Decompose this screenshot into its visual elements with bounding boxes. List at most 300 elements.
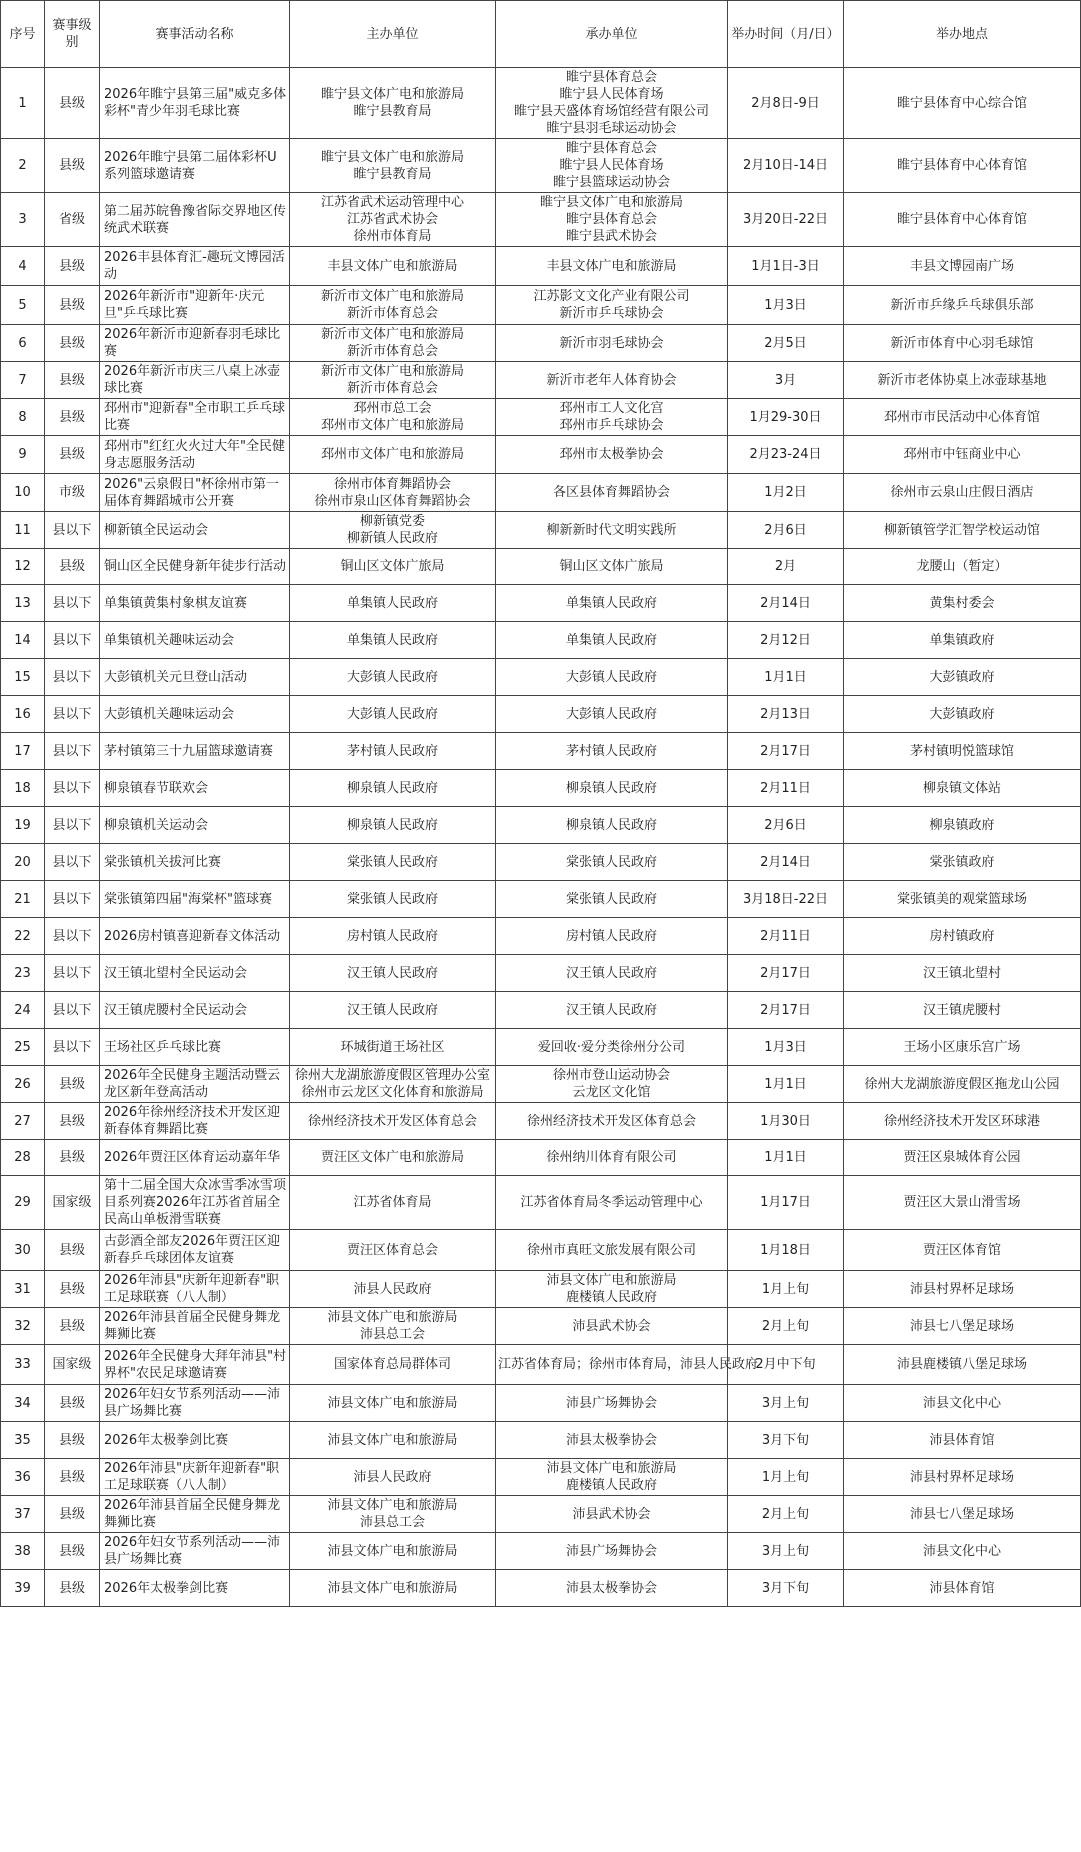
cell-organizer-line: 棠张镇人民政府 xyxy=(565,891,657,907)
cell-organizer xyxy=(496,399,728,436)
cell-host-line: 单集镇人民政府 xyxy=(346,595,438,611)
cell-no: 1 xyxy=(1,68,45,139)
cell-organizer-line: 汉王镇人民政府 xyxy=(565,1002,657,1018)
cell-host-line: 沛县文体广电和旅游局 xyxy=(327,1395,458,1411)
cell-venue: 新沂市老体协桌上冰壶球基地 xyxy=(844,362,1081,399)
cell-organizer-line: 邳州市工人文化宫 xyxy=(559,401,664,416)
cell-host-line: 邳州市文体广电和旅游局 xyxy=(320,447,464,462)
cell-host-line: 睢宁县教育局 xyxy=(353,104,432,119)
cell-organizer xyxy=(496,1308,728,1345)
cell-venue: 棠张镇政府 xyxy=(844,844,1081,881)
cell-name: 汉王镇虎腰村全民运动会 xyxy=(100,992,290,1029)
cell-date: 2月17日 xyxy=(728,733,844,770)
cell-organizer-line: 江苏影文文化产业有限公司 xyxy=(533,289,690,304)
cell-no: 39 xyxy=(1,1570,45,1607)
cell-organizer-line: 睢宁县篮球运动协会 xyxy=(552,175,670,190)
cell-level: 县以下 xyxy=(45,659,100,696)
cell-organizer xyxy=(496,1496,728,1533)
header-organizer: 承办单位 xyxy=(496,1,728,68)
cell-host-line: 新沂市文体广电和旅游局 xyxy=(320,289,464,304)
cell-organizer-line: 柳新新时代文明实践所 xyxy=(546,522,677,538)
cell-no: 30 xyxy=(1,1230,45,1271)
cell-level: 县级 xyxy=(45,1230,100,1271)
cell-organizer xyxy=(496,1103,728,1140)
cell-date: 1月3日 xyxy=(728,286,844,325)
cell-name: 2026年新沂市庆三八桌上冰壶球比赛 xyxy=(100,362,290,399)
cell-organizer xyxy=(496,955,728,992)
cell-host xyxy=(290,1029,496,1066)
cell-host xyxy=(290,733,496,770)
cell-level: 县级 xyxy=(45,436,100,474)
cell-venue: 徐州大龙湖旅游度假区拖龙山公园 xyxy=(844,1066,1081,1103)
table-row xyxy=(1,247,1081,286)
cell-organizer-line: 棠张镇人民政府 xyxy=(565,854,657,870)
cell-date: 2月10日-14日 xyxy=(728,139,844,193)
cell-host-line: 睢宁县文体广电和旅游局 xyxy=(320,87,464,102)
table-row xyxy=(1,1496,1081,1533)
cell-no: 35 xyxy=(1,1422,45,1459)
cell-organizer xyxy=(496,1029,728,1066)
table-row xyxy=(1,399,1081,436)
cell-date: 2月上旬 xyxy=(728,1496,844,1533)
cell-name: 2026房村镇喜迎新春文体活动 xyxy=(100,918,290,955)
cell-name: 2026年睢宁县第三届"威克多体彩杯"青少年羽毛球比赛 xyxy=(100,68,290,139)
cell-no: 18 xyxy=(1,770,45,807)
table-row xyxy=(1,1103,1081,1140)
cell-no: 5 xyxy=(1,286,45,325)
cell-level: 县以下 xyxy=(45,844,100,881)
cell-no: 6 xyxy=(1,325,45,362)
cell-no: 23 xyxy=(1,955,45,992)
table-row xyxy=(1,1176,1081,1230)
cell-no: 33 xyxy=(1,1345,45,1385)
cell-host-line: 沛县人民政府 xyxy=(353,1281,432,1297)
cell-venue: 沛县鹿楼镇八堡足球场 xyxy=(844,1345,1081,1385)
cell-host xyxy=(290,807,496,844)
cell-no: 26 xyxy=(1,1066,45,1103)
cell-name: 铜山区全民健身新年徒步行活动 xyxy=(100,549,290,585)
table-row xyxy=(1,1422,1081,1459)
cell-venue: 贾汪区大景山滑雪场 xyxy=(844,1176,1081,1230)
cell-name: 2026年徐州经济技术开发区迎新春体育舞蹈比赛 xyxy=(100,1103,290,1140)
cell-host xyxy=(290,1459,496,1496)
cell-name: 2026年睢宁县第二届体彩杯U系列篮球邀请赛 xyxy=(100,139,290,193)
cell-organizer-line: 徐州纳川体育有限公司 xyxy=(546,1150,677,1165)
cell-level: 县级 xyxy=(45,1459,100,1496)
cell-date: 3月下旬 xyxy=(728,1422,844,1459)
cell-venue: 汉王镇虎腰村 xyxy=(844,992,1081,1029)
cell-organizer-line: 沛县广场舞协会 xyxy=(565,1543,657,1559)
table-row xyxy=(1,1029,1081,1066)
cell-venue: 沛县村界杯足球场 xyxy=(844,1271,1081,1308)
cell-level: 县级 xyxy=(45,1496,100,1533)
cell-level: 县以下 xyxy=(45,622,100,659)
cell-name: 2026年沛县"庆新年迎新春"职工足球联赛（八人制） xyxy=(100,1459,290,1496)
cell-organizer-line: 大彭镇人民政府 xyxy=(565,706,657,722)
cell-venue: 汉王镇北望村 xyxy=(844,955,1081,992)
cell-venue: 睢宁县体育中心综合馆 xyxy=(844,68,1081,139)
cell-date: 2月17日 xyxy=(728,955,844,992)
cell-organizer-line: 邳州市太极拳协会 xyxy=(559,447,664,462)
cell-level: 县级 xyxy=(45,247,100,286)
cell-name: 2026"云泉假日"杯徐州市第一届体育舞蹈城市公开赛 xyxy=(100,474,290,512)
cell-date: 3月18日-22日 xyxy=(728,881,844,918)
cell-host xyxy=(290,1345,496,1385)
cell-level: 县以下 xyxy=(45,1029,100,1066)
cell-organizer-line: 柳泉镇人民政府 xyxy=(565,780,657,796)
cell-host xyxy=(290,1066,496,1103)
cell-date: 1月1日 xyxy=(728,1140,844,1176)
cell-organizer-line: 江苏省体育局；徐州市体育局，沛县人民政府 xyxy=(498,1357,759,1372)
cell-organizer-line: 徐州市真旺文旅发展有限公司 xyxy=(526,1242,696,1258)
cell-name: 邳州市"红红火火过大年"全民健身志愿服务活动 xyxy=(100,436,290,474)
cell-date: 2月12日 xyxy=(728,622,844,659)
cell-organizer xyxy=(496,1176,728,1230)
cell-date: 2月6日 xyxy=(728,807,844,844)
cell-date: 2月13日 xyxy=(728,696,844,733)
cell-date: 2月11日 xyxy=(728,918,844,955)
cell-organizer-line: 沛县武术协会 xyxy=(572,1506,651,1522)
cell-host xyxy=(290,549,496,585)
cell-host xyxy=(290,918,496,955)
cell-venue: 棠张镇美的观棠篮球场 xyxy=(844,881,1081,918)
cell-host-line: 沛县文体广电和旅游局 xyxy=(327,1310,458,1325)
cell-name: 柳泉镇机关运动会 xyxy=(100,807,290,844)
cell-date: 1月1日 xyxy=(728,659,844,696)
cell-host-line: 茅村镇人民政府 xyxy=(346,743,438,759)
cell-host-line: 汉王镇人民政府 xyxy=(346,1002,438,1018)
table-row xyxy=(1,955,1081,992)
cell-host xyxy=(290,325,496,362)
cell-host xyxy=(290,844,496,881)
cell-no: 15 xyxy=(1,659,45,696)
cell-venue: 沛县七八堡足球场 xyxy=(844,1308,1081,1345)
cell-host-line: 棠张镇人民政府 xyxy=(346,854,438,870)
cell-host xyxy=(290,1103,496,1140)
cell-name: 2026年全民健身大拜年沛县"村界杯"农民足球邀请赛 xyxy=(100,1345,290,1385)
table-row xyxy=(1,622,1081,659)
cell-host-line: 贾汪区体育总会 xyxy=(346,1242,438,1258)
cell-level: 县级 xyxy=(45,1140,100,1176)
cell-organizer xyxy=(496,1422,728,1459)
cell-host xyxy=(290,770,496,807)
cell-venue: 柳新镇管学汇智学校运动馆 xyxy=(844,512,1081,549)
cell-host-line: 丰县文体广电和旅游局 xyxy=(327,258,458,274)
cell-organizer-line: 沛县太极拳协会 xyxy=(565,1580,657,1596)
cell-venue: 沛县文化中心 xyxy=(844,1533,1081,1570)
cell-no: 20 xyxy=(1,844,45,881)
cell-host-line: 沛县文体广电和旅游局 xyxy=(327,1580,458,1596)
cell-host xyxy=(290,1496,496,1533)
cell-name: 2026年太极拳剑比赛 xyxy=(100,1570,290,1607)
cell-date: 1月30日 xyxy=(728,1103,844,1140)
cell-organizer-line: 各区县体育舞蹈协会 xyxy=(552,485,670,500)
cell-name: 茅村镇第三十九届篮球邀请赛 xyxy=(100,733,290,770)
cell-organizer-line: 睢宁县天盛体育场馆经营有限公司 xyxy=(513,104,709,119)
cell-level: 县级 xyxy=(45,325,100,362)
cell-host-line: 柳新镇党委 xyxy=(359,514,425,529)
cell-host-line: 沛县总工会 xyxy=(359,1327,425,1342)
cell-name: 2026年全民健身主题活动暨云龙区新年登高活动 xyxy=(100,1066,290,1103)
cell-no: 11 xyxy=(1,512,45,549)
cell-organizer xyxy=(496,844,728,881)
cell-organizer xyxy=(496,1345,759,1385)
cell-level: 县级 xyxy=(45,139,100,193)
cell-host xyxy=(290,286,496,325)
cell-no: 28 xyxy=(1,1140,45,1176)
table-row xyxy=(1,881,1081,918)
cell-level: 县级 xyxy=(45,286,100,325)
cell-host xyxy=(290,1271,496,1308)
cell-venue: 沛县村界杯足球场 xyxy=(844,1459,1081,1496)
table-row xyxy=(1,1271,1081,1308)
cell-host-line: 棠张镇人民政府 xyxy=(346,891,438,907)
cell-organizer xyxy=(496,193,728,247)
cell-organizer xyxy=(496,585,728,622)
cell-level: 县级 xyxy=(45,1103,100,1140)
cell-organizer xyxy=(496,1066,728,1103)
cell-name: 汉王镇北望村全民运动会 xyxy=(100,955,290,992)
cell-organizer-line: 徐州经济技术开发区体育总会 xyxy=(526,1113,696,1129)
cell-venue: 新沂市乒缘乒乓球俱乐部 xyxy=(844,286,1081,325)
cell-organizer xyxy=(496,1533,728,1570)
cell-host xyxy=(290,362,496,399)
cell-organizer-line: 沛县广场舞协会 xyxy=(565,1395,657,1411)
cell-date: 1月17日 xyxy=(728,1176,844,1230)
table-row xyxy=(1,918,1081,955)
cell-date: 1月29-30日 xyxy=(728,399,844,436)
cell-organizer xyxy=(496,1570,728,1607)
cell-name: 单集镇机关趣味运动会 xyxy=(100,622,290,659)
cell-organizer-line: 徐州市登山运动协会 xyxy=(552,1068,670,1083)
cell-venue: 茅村镇明悦篮球馆 xyxy=(844,733,1081,770)
cell-host-line: 柳泉镇人民政府 xyxy=(346,817,438,833)
cell-venue: 大彭镇政府 xyxy=(844,696,1081,733)
cell-organizer-line: 大彭镇人民政府 xyxy=(565,669,657,685)
cell-organizer-line: 睢宁县体育总会 xyxy=(565,70,657,85)
cell-no: 3 xyxy=(1,193,45,247)
cell-level: 县级 xyxy=(45,1066,100,1103)
table-row xyxy=(1,1345,1081,1385)
table-row xyxy=(1,139,1081,193)
cell-host-line: 大彭镇人民政府 xyxy=(346,706,438,722)
cell-name: 2026年新沂市迎新春羽毛球比赛 xyxy=(100,325,290,362)
cell-venue: 睢宁县体育中心体育馆 xyxy=(844,193,1081,247)
cell-host xyxy=(290,659,496,696)
cell-host xyxy=(290,585,496,622)
cell-organizer-line: 睢宁县武术协会 xyxy=(565,229,657,244)
table-row xyxy=(1,68,1081,139)
table-row xyxy=(1,844,1081,881)
cell-organizer xyxy=(496,1140,728,1176)
table-body xyxy=(1,68,1081,1607)
table-row xyxy=(1,992,1081,1029)
cell-venue: 房村镇政府 xyxy=(844,918,1081,955)
table-row xyxy=(1,193,1081,247)
table-row xyxy=(1,1066,1081,1103)
table-row xyxy=(1,436,1081,474)
cell-no: 25 xyxy=(1,1029,45,1066)
table-row xyxy=(1,1459,1081,1496)
cell-organizer-line: 沛县武术协会 xyxy=(572,1318,651,1334)
cell-no: 19 xyxy=(1,807,45,844)
cell-organizer xyxy=(496,881,728,918)
table-row xyxy=(1,325,1081,362)
cell-level: 县级 xyxy=(45,1570,100,1607)
cell-no: 36 xyxy=(1,1459,45,1496)
cell-host xyxy=(290,247,496,286)
table-row xyxy=(1,1230,1081,1271)
cell-organizer-line: 睢宁县文体广电和旅游局 xyxy=(539,195,683,210)
cell-level: 县级 xyxy=(45,1422,100,1459)
cell-host-line: 徐州市体育局 xyxy=(353,229,432,244)
header-date: 举办时间（月/日） xyxy=(728,1,844,68)
cell-host-line: 汉王镇人民政府 xyxy=(346,965,438,981)
cell-organizer xyxy=(496,807,728,844)
cell-date: 3月 xyxy=(728,362,844,399)
header-no: 序号 xyxy=(1,1,45,68)
cell-name: 2026年贾汪区体育运动嘉年华 xyxy=(100,1140,290,1176)
cell-host xyxy=(290,139,496,193)
cell-organizer xyxy=(496,247,728,286)
cell-no: 8 xyxy=(1,399,45,436)
cell-host xyxy=(290,1533,496,1570)
cell-name: 邳州市"迎新春"全市职工乒乓球比赛 xyxy=(100,399,290,436)
cell-host xyxy=(290,474,496,512)
cell-date: 3月上旬 xyxy=(728,1533,844,1570)
cell-date: 2月中下旬 xyxy=(728,1345,844,1385)
cell-no: 22 xyxy=(1,918,45,955)
cell-organizer xyxy=(496,918,728,955)
cell-host-line: 新沂市文体广电和旅游局 xyxy=(320,364,464,379)
cell-host xyxy=(290,436,496,474)
cell-name: 大彭镇机关元旦登山活动 xyxy=(100,659,290,696)
cell-name: 2026年沛县首届全民健身舞龙舞狮比赛 xyxy=(100,1496,290,1533)
table-row xyxy=(1,1533,1081,1570)
cell-no: 7 xyxy=(1,362,45,399)
cell-no: 31 xyxy=(1,1271,45,1308)
cell-no: 38 xyxy=(1,1533,45,1570)
cell-organizer-line: 沛县文体广电和旅游局 xyxy=(546,1461,677,1476)
cell-host-line: 单集镇人民政府 xyxy=(346,632,438,648)
cell-date: 1月1日 xyxy=(728,1066,844,1103)
cell-level: 县级 xyxy=(45,362,100,399)
cell-organizer-line: 邳州市乒乓球协会 xyxy=(559,418,664,433)
cell-level: 县以下 xyxy=(45,733,100,770)
cell-host-line: 江苏省武术运动管理中心 xyxy=(320,195,464,210)
cell-venue: 柳泉镇文体站 xyxy=(844,770,1081,807)
header-level: 赛事级别 xyxy=(45,1,100,68)
cell-organizer xyxy=(496,512,728,549)
cell-host-line: 新沂市体育总会 xyxy=(346,306,438,321)
cell-host-line: 沛县文体广电和旅游局 xyxy=(327,1543,458,1559)
cell-organizer xyxy=(496,549,728,585)
cell-host-line: 国家体育总局群体司 xyxy=(333,1357,451,1372)
cell-date: 2月14日 xyxy=(728,585,844,622)
cell-host xyxy=(290,1230,496,1271)
cell-host-line: 房村镇人民政府 xyxy=(346,928,438,944)
cell-level: 县级 xyxy=(45,1533,100,1570)
cell-no: 21 xyxy=(1,881,45,918)
cell-organizer-line: 汉王镇人民政府 xyxy=(565,965,657,981)
cell-host-line: 徐州市体育舞蹈协会 xyxy=(333,476,451,492)
cell-host-line: 贾汪区文体广电和旅游局 xyxy=(320,1150,464,1165)
cell-venue: 邳州市市民活动中心体育馆 xyxy=(844,399,1081,436)
cell-organizer-line: 沛县太极拳协会 xyxy=(565,1432,657,1448)
table-row xyxy=(1,549,1081,585)
cell-date: 1月2日 xyxy=(728,474,844,512)
cell-host xyxy=(290,1570,496,1607)
cell-host xyxy=(290,1176,496,1230)
cell-host-line: 柳泉镇人民政府 xyxy=(346,780,438,796)
cell-name: 2026年沛县首届全民健身舞龙舞狮比赛 xyxy=(100,1308,290,1345)
cell-organizer-line: 沛县文体广电和旅游局 xyxy=(546,1273,677,1288)
cell-organizer-line: 江苏省体育局冬季运动管理中心 xyxy=(520,1195,703,1210)
cell-name: 柳新镇全民运动会 xyxy=(100,512,290,549)
cell-host-line: 徐州经济技术开发区体育总会 xyxy=(307,1113,477,1129)
cell-organizer-line: 新沂市乒乓球协会 xyxy=(559,306,664,321)
cell-host-line: 柳新镇人民政府 xyxy=(346,531,438,546)
cell-no: 4 xyxy=(1,247,45,286)
cell-level: 县以下 xyxy=(45,512,100,549)
cell-host-line: 江苏省体育局 xyxy=(353,1195,432,1210)
cell-no: 13 xyxy=(1,585,45,622)
cell-date: 2月17日 xyxy=(728,992,844,1029)
cell-no: 10 xyxy=(1,474,45,512)
cell-host-line: 沛县总工会 xyxy=(359,1515,425,1530)
cell-host xyxy=(290,512,496,549)
cell-organizer xyxy=(496,770,728,807)
cell-host xyxy=(290,696,496,733)
cell-date: 1月3日 xyxy=(728,1029,844,1066)
cell-host-line: 铜山区文体广旅局 xyxy=(340,559,445,574)
cell-level: 国家级 xyxy=(45,1176,100,1230)
cell-host-line: 沛县人民政府 xyxy=(353,1469,432,1485)
cell-organizer-line: 柳泉镇人民政府 xyxy=(565,817,657,833)
cell-organizer-line: 铜山区文体广旅局 xyxy=(559,559,664,574)
cell-name: 2026年沛县"庆新年迎新春"职工足球联赛（八人制） xyxy=(100,1271,290,1308)
cell-organizer-line: 睢宁县体育总会 xyxy=(565,212,657,227)
cell-organizer-line: 爱回收·爱分类徐州分公司 xyxy=(537,1039,686,1055)
cell-host-line: 沛县文体广电和旅游局 xyxy=(327,1432,458,1448)
cell-name: 棠张镇第四届"海棠杯"篮球赛 xyxy=(100,881,290,918)
cell-host-line: 徐州大龙湖旅游度假区管理办公室 xyxy=(294,1068,490,1083)
cell-no: 32 xyxy=(1,1308,45,1345)
cell-name: 第二届苏皖鲁豫省际交界地区传统武术联赛 xyxy=(100,193,290,247)
cell-venue: 王场小区康乐宫广场 xyxy=(844,1029,1081,1066)
header-venue: 举办地点 xyxy=(844,1,1081,68)
cell-no: 27 xyxy=(1,1103,45,1140)
cell-organizer-line: 睢宁县人民体育场 xyxy=(559,158,664,173)
table-row xyxy=(1,696,1081,733)
cell-venue: 丰县文博园南广场 xyxy=(844,247,1081,286)
cell-host xyxy=(290,1308,496,1345)
cell-name: 古彭酒全部友2026年贾汪区迎新春乒乓球团体友谊赛 xyxy=(100,1230,290,1271)
cell-venue: 邳州市中钰商业中心 xyxy=(844,436,1081,474)
cell-host xyxy=(290,1140,496,1176)
cell-no: 29 xyxy=(1,1176,45,1230)
cell-level: 县级 xyxy=(45,549,100,585)
cell-level: 市级 xyxy=(45,474,100,512)
cell-organizer-line: 单集镇人民政府 xyxy=(565,632,657,648)
table-row xyxy=(1,474,1081,512)
cell-host-line: 江苏省武术协会 xyxy=(346,212,438,227)
cell-host-line: 邳州市文体广电和旅游局 xyxy=(320,418,464,433)
cell-host-line: 徐州市云龙区文化体育和旅游局 xyxy=(301,1085,484,1100)
cell-host-line: 新沂市体育总会 xyxy=(346,381,438,396)
cell-date: 2月上旬 xyxy=(728,1308,844,1345)
cell-date: 2月8日-9日 xyxy=(728,68,844,139)
